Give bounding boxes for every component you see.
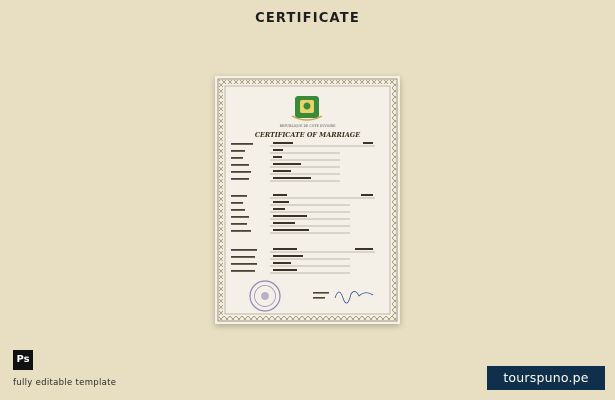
template-caption: fully editable template bbox=[13, 378, 117, 388]
label-marks-group-2 bbox=[231, 195, 251, 232]
photoshop-badge-icon: Ps bbox=[13, 350, 33, 370]
certificate-document bbox=[215, 76, 400, 324]
signature-icon bbox=[313, 291, 373, 303]
label-marks-group-1 bbox=[231, 143, 253, 180]
brand-badge: tourspuno.pe bbox=[487, 366, 605, 390]
official-stamp-icon bbox=[250, 281, 280, 311]
page-title: CERTIFICATE bbox=[255, 11, 360, 26]
republic-line: REPUBLIQUE DE COTE D'IVOIRE bbox=[279, 124, 336, 128]
value-marks-group-1 bbox=[273, 142, 373, 179]
value-marks-group-2 bbox=[273, 194, 373, 231]
value-marks-group-3 bbox=[273, 248, 373, 271]
certificate-title: CERTIFICATE OF MARRIAGE bbox=[254, 131, 361, 139]
coat-of-arms-icon bbox=[292, 96, 322, 120]
certificate-artwork bbox=[215, 76, 400, 324]
label-marks-group-3 bbox=[231, 249, 257, 272]
